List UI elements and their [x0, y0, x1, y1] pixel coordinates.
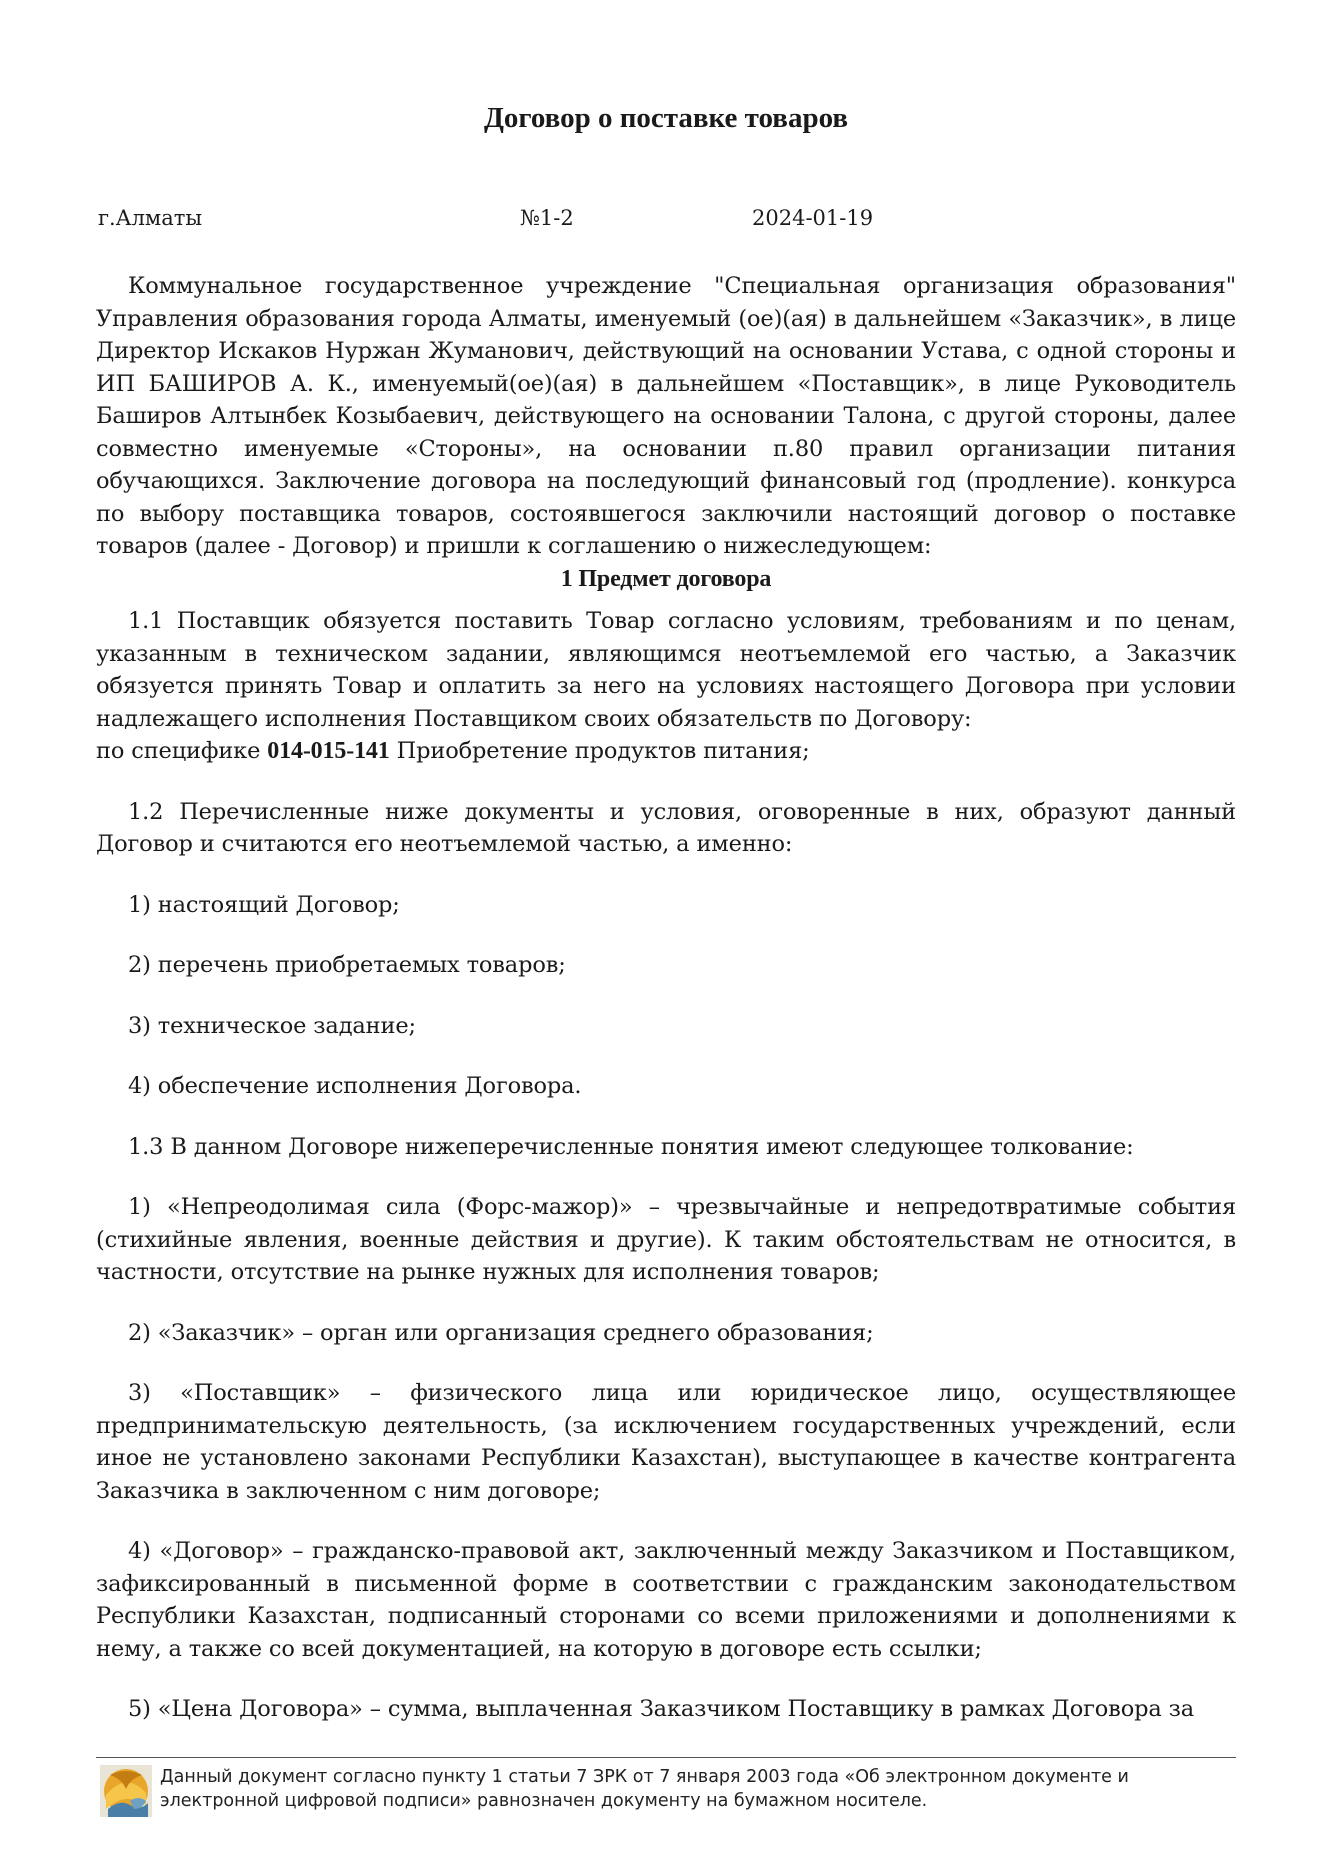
footer-notice	[160, 1765, 1230, 1813]
definition-customer: 2) «Заказчик» – орган или организация среднего образования;	[128, 1319, 874, 1346]
definition-force-majeure: 1) «Непреодолимая сила (Форс-мажор)» – чрезвычайные и непредотвратимые события (стихийные явления, военные действия и другие). К таким обстоятельствам не относится, в частности, отсутствие на рынке нужных для исполнения товаров;	[96, 1194, 1236, 1285]
document-date: 2024-01-19	[752, 206, 874, 230]
list-item: 2) перечень приобретаемых товаров;	[128, 952, 566, 978]
spec-line	[96, 735, 1236, 768]
clause-1-1: 1.1 Поставщик обязуется поставить Товар согласно условиям, требованиям и по ценам, указанным в техническом задании, являющимся неотъемлемой его частью, а Заказчик обязуется принять Товар и оплатить за него на условиях настоящего Договора при условии надлежащего исполнения Поставщиком своих обязательств по Договору:	[96, 608, 1236, 732]
section-1-title: 1 Предмет договора	[560, 565, 772, 592]
document-city: г.Алматы	[98, 206, 203, 230]
list-item: 1) настоящий Договор;	[128, 891, 400, 918]
list-item: 3) техническое задание;	[128, 1012, 416, 1039]
preamble-paragraph: Коммунальное государственное учреждение "Специальная организация образования" Управления образования города Алматы, именуемый (ое)(ая) в дальнейшем «Заказчик», в лице Директор Искаков Нуржан Жуманович, действующий на основании Устава, с одной стороны и ИП БАШИРОВ А. К., именуемый(ое)(ая) в дальнейшем «Поставщик», в лице Руководитель Баширов Алтынбек Козыбаевич, действующего на основании Талона, с другой стороны, далее совместно именуемые «Стороны», на основании п.80 правил организации питания обучающихся. Заключение договора на последующий финансовый год (продление). конкурса по выбору поставщика товаров, состоявшегося заключили настоящий договор о поставке товаров (далее - Договор) и пришли к соглашению о нижеследующем:	[96, 273, 1236, 559]
footer-line-1: Данный документ согласно пункту 1 статьи 7 ЗРК от 7 января 2003 года «Об электронном документе и	[160, 1767, 1129, 1787]
spec-suffix: Приобретение продуктов питания;	[396, 738, 810, 764]
list-item: 4) обеспечение исполнения Договора.	[128, 1073, 582, 1099]
footer-line-2: электронной цифровой подписи» равнозначен документу на бумажном носителе.	[160, 1791, 928, 1811]
definition-contract-price: 5) «Цена Договора» – сумма, выплаченная Заказчиком Поставщику в рамках Договора за	[128, 1696, 1194, 1722]
clause-1-2: 1.2 Перечисленные ниже документы и условия, оговоренные в них, образуют данный Договор и считаются его неотъемлемой частью, а именно:	[96, 798, 1236, 857]
document-body	[96, 270, 1236, 1726]
egov-seal-icon	[100, 1765, 152, 1817]
document-number: №1-2	[520, 206, 574, 230]
definition-contract: 4) «Договор» – гражданско-правовой акт, заключенный между Заказчиком и Поставщиком, зафиксированный в письменной форме в соответствии с гражданским законодательством Республики Казахстан, подписанный сторонами со всеми приложениями и дополнениями к нему, а также со всей документацией, на которую в договоре есть ссылки;	[96, 1538, 1236, 1662]
spec-code: 014-015-141	[267, 738, 390, 764]
clause-1-3: 1.3 В данном Договоре нижеперечисленные понятия имеют следующее толкование:	[128, 1133, 1134, 1160]
definition-supplier: 3) «Поставщик» – физического лица или юридическое лицо, осуществляющее предпринимательскую деятельность, (за исключением государственных учреждений, если иное не установлено законами Республики Казахстан), выступающее в качестве контрагента Заказчика в заключенном с ним договоре;	[96, 1380, 1236, 1504]
document-title: Договор о поставке товаров	[483, 102, 849, 134]
spec-prefix: по специфике	[96, 738, 261, 764]
footer	[96, 1765, 1236, 1825]
footer-divider	[96, 1757, 1236, 1758]
